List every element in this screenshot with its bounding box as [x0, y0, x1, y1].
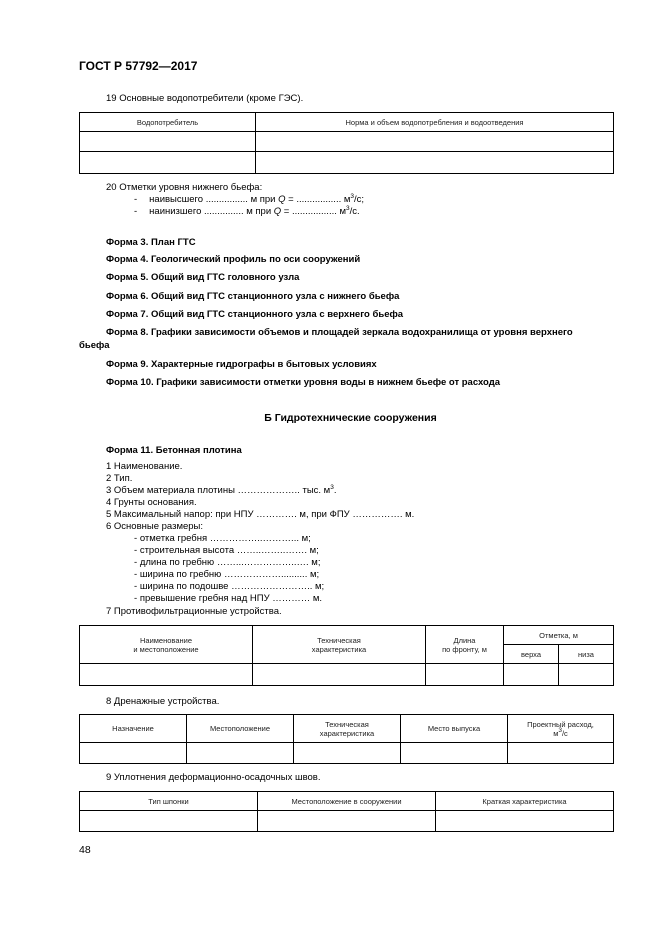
dimension-item: [134, 545, 319, 557]
superscript: 3: [346, 205, 350, 212]
list-dash: -: [134, 593, 138, 604]
text: Длина: [453, 635, 476, 645]
table-cell: [256, 152, 614, 174]
text: наинизшего ............... м при: [149, 206, 274, 217]
list-dash: -: [134, 206, 138, 217]
document-header: ГОСТ Р 57792—2017: [79, 59, 198, 73]
form-11-line-2: 2 Тип.: [106, 473, 133, 484]
table-seepage-devices: [79, 625, 614, 686]
form-11-line-1: 1 Наименование.: [106, 461, 183, 472]
superscript: 3: [330, 484, 334, 491]
text: ширина по подошве …………………….. м;: [139, 581, 325, 592]
text: м: [553, 728, 559, 738]
table-cell: [80, 743, 187, 764]
table-cell: [80, 152, 256, 174]
form-5-title: Форма 5. Общий вид ГТС головного узла: [106, 272, 300, 283]
text: /с: [561, 728, 568, 738]
text: [510, 726, 611, 738]
text: /с;: [354, 194, 365, 205]
dimension-item: [134, 581, 324, 593]
text: ширина по гребню ……………….......... м;: [139, 569, 320, 580]
page-number: 48: [79, 844, 91, 856]
form-6-title: Форма 6. Общий вид ГТС станционного узла с нижнего бьефа: [106, 291, 400, 302]
text: превышение гребня над НПУ ………… м.: [139, 593, 323, 604]
dimension-item: [134, 569, 319, 581]
table-cell: [80, 664, 253, 686]
table-header: [80, 626, 253, 664]
form-11-title: Форма 11. Бетонная плотина: [106, 445, 242, 456]
text: 3 Объем материала плотины ……………….. тыс. м: [106, 485, 331, 496]
table-cell: [80, 132, 256, 152]
table-header: Норма и объем водопотребления и водоотведения: [256, 113, 614, 132]
form-9-title: Форма 9. Характерные гидрографы в бытовых условиях: [106, 359, 377, 370]
item-20-line-2: [134, 206, 360, 218]
text: Проектный расход,: [527, 719, 594, 729]
text: отметка гребня ……………..………... м;: [139, 533, 311, 544]
form-8-title: Форма 8. Графики зависимости объемов и площадей зеркала водохранилища от уровня верхнего: [106, 327, 573, 338]
table-cell: [436, 811, 614, 832]
table-cell: [294, 743, 401, 764]
table-header: низа: [559, 645, 614, 664]
list-dash: -: [134, 581, 138, 592]
form-11-line-5: 5 Максимальный напор: при НПУ …………. м, при ФПУ ……………. м.: [106, 509, 415, 520]
list-dash: -: [134, 569, 138, 580]
table-cell: [508, 743, 614, 764]
table-water-consumers: [79, 112, 614, 174]
list-dash: -: [134, 557, 138, 568]
form-3-title: Форма 3. План ГТС: [106, 237, 196, 248]
table-cell: [253, 664, 426, 686]
table-header: верха: [504, 645, 559, 664]
item-19-text: 19 Основные водопотребители (кроме ГЭС).: [106, 93, 304, 104]
table-drainage: [79, 714, 614, 764]
table-cell: [256, 132, 614, 152]
table-header: Краткая характеристика: [436, 792, 614, 811]
text: Техническая: [325, 719, 369, 729]
table-header: Местоположение в сооружении: [258, 792, 436, 811]
item-8-text: 8 Дренажные устройства.: [106, 696, 220, 707]
table-header: [253, 626, 426, 664]
form-10-title: Форма 10. Графики зависимости отметки уровня воды в нижнем бьефе от расхода: [106, 377, 501, 388]
form-11-line-3: [106, 485, 336, 497]
list-dash: -: [134, 194, 138, 205]
text: .: [333, 485, 337, 496]
table-header: Назначение: [80, 715, 187, 743]
dimension-item: [134, 557, 320, 569]
table-cell: [504, 664, 559, 686]
variable-q: Q: [278, 194, 286, 205]
table-header: [426, 626, 504, 664]
form-11-line-6: 6 Основные размеры:: [106, 521, 204, 532]
table-seals: [79, 791, 614, 832]
table-header: Местоположение: [187, 715, 294, 743]
superscript: 3: [350, 193, 355, 200]
text: /с.: [349, 206, 360, 217]
item-20-line-1: [134, 194, 364, 206]
form-4-title: Форма 4. Геологический профиль по оси сооружений: [106, 254, 361, 265]
text: Техническая: [317, 635, 361, 645]
table-header: Тип шпонки: [80, 792, 258, 811]
table-header: Водопотребитель: [80, 113, 256, 132]
form-7-title: Форма 7. Общий вид ГТС станционного узла с верхнего бьефа: [106, 309, 404, 320]
variable-q: Q: [273, 206, 282, 217]
table-cell: [258, 811, 436, 832]
form-11-line-4: 4 Грунты основания.: [106, 497, 197, 508]
table-header: Отметка, м: [504, 626, 614, 645]
text: длина по гребню ……...……………..…. м;: [139, 557, 321, 568]
table-cell: [187, 743, 294, 764]
table-header: Место выпуска: [401, 715, 508, 743]
text: Наименование: [140, 635, 192, 645]
text: наивысшего ................ м при: [149, 194, 279, 205]
table-cell: [426, 664, 504, 686]
text: характеристика: [319, 728, 375, 738]
form-11-line-7: 7 Противофильтрационные устройства.: [106, 606, 282, 617]
text: и местоположение: [133, 644, 199, 654]
table-header: [508, 715, 614, 743]
text: по фронту, м: [442, 644, 487, 654]
table-cell: [559, 664, 614, 686]
text: строительная высота ……..……..……. м;: [139, 545, 319, 556]
text: = ................. м: [281, 206, 347, 217]
text: = ................. м: [285, 194, 351, 205]
section-title: Б Гидротехнические сооружения: [264, 412, 437, 424]
list-dash: -: [134, 533, 138, 544]
dimension-item: [134, 533, 311, 545]
superscript: 3: [558, 726, 562, 734]
list-dash: -: [134, 545, 138, 556]
table-cell: [80, 811, 258, 832]
item-9-text: 9 Уплотнения деформационно-осадочных швов.: [106, 772, 321, 783]
text: характеристика: [311, 644, 367, 654]
table-cell: [401, 743, 508, 764]
table-header: [294, 715, 401, 743]
dimension-item: [134, 593, 322, 605]
form-8-title-cont: бьефа: [79, 340, 110, 351]
item-20-title: 20 Отметки уровня нижнего бьефа:: [106, 182, 263, 193]
